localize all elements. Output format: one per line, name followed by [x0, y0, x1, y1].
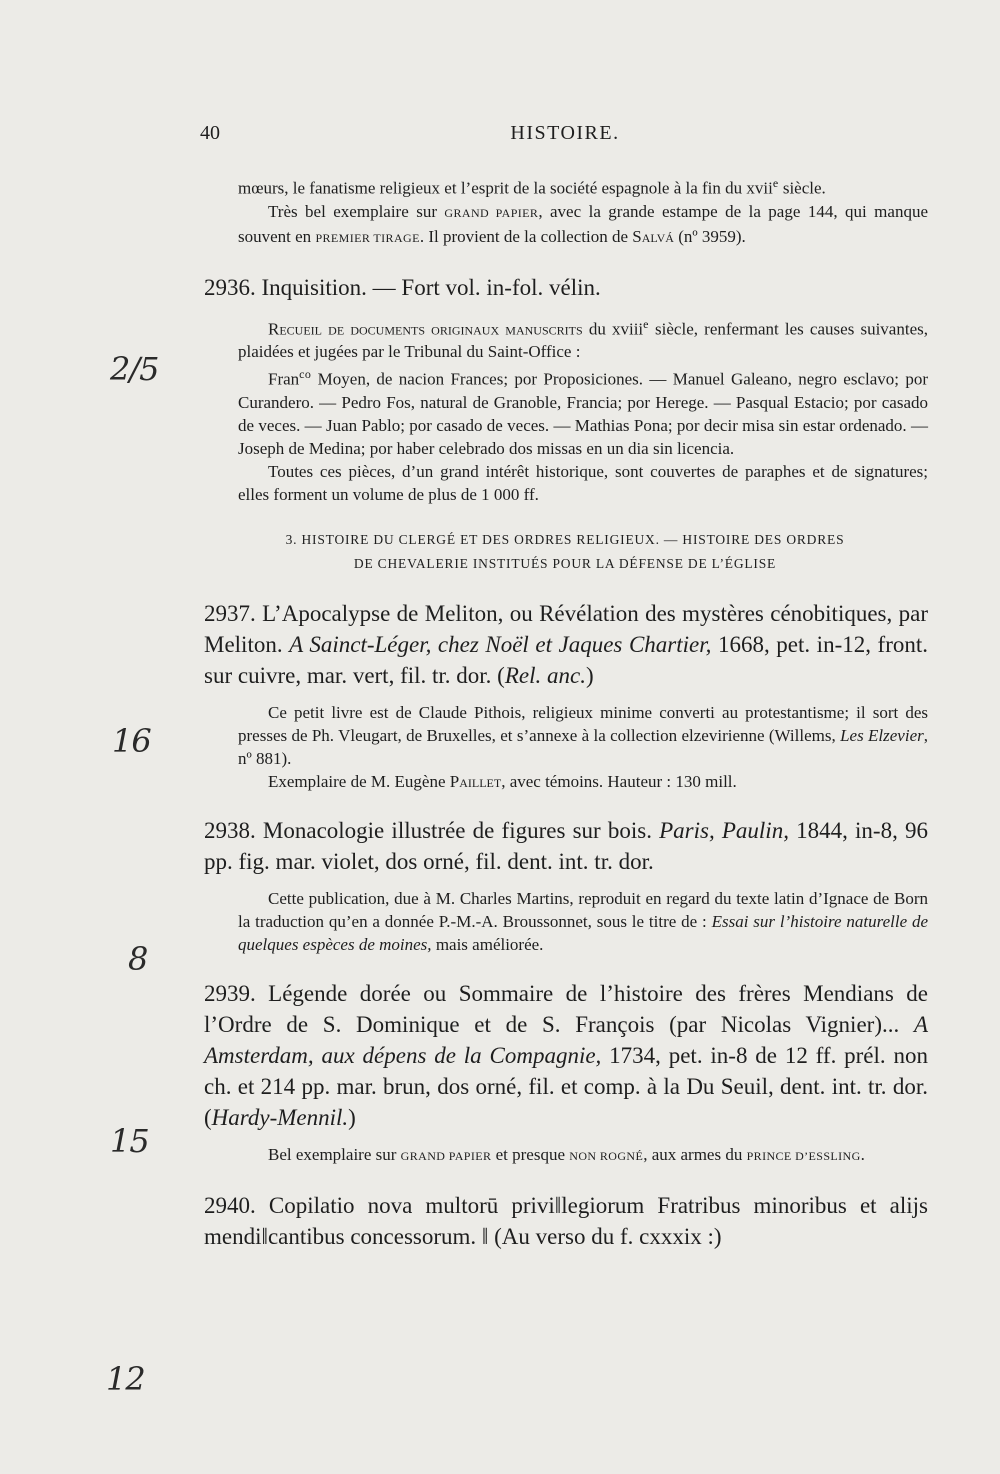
intro-note-collector: Salvá [632, 226, 674, 246]
entry-2939-text: Bel exemplaire sur [268, 1144, 401, 1164]
entry-2937-provenance: Paillet [449, 771, 502, 791]
entry-2939-text: . [860, 1144, 865, 1164]
intro-text: mœurs, le fanatisme religieux et l’esprit de la société espagnole à la fin du xvii [238, 178, 773, 198]
intro-note-text: , avec la grande estampe de la page 144, qui manque souvent en [238, 201, 928, 246]
entry-2939-text: et presque [491, 1144, 570, 1164]
entry-2939-provenance: PRINCE D’ESSLING [746, 1148, 861, 1163]
entry-2936-note: Toutes ces pièces, d’un grand intérêt historique, sont couvertes de paraphes et de signatures; elles forment un volume de plus de 1 000 ff. [238, 461, 928, 504]
entry-2937-title-text: 1668, pet. in-12, front. sur cuivre, mar. vert, fil. tr. dor. ( [204, 631, 928, 688]
entry-2938-text: mais améliorée. [431, 934, 544, 954]
entry-2939-title [204, 978, 928, 1133]
page-number: 40 [200, 122, 220, 144]
entry-2936-text: du xviii [582, 319, 644, 339]
entry-2940 [204, 1190, 928, 1252]
entry-2936-text: siècle, renfermant les causes suivantes, plaidées et jugées par le Tribunal du Saint-Office : [238, 319, 928, 362]
intro-superscript: e [772, 176, 779, 190]
entry-2936-cases [238, 363, 928, 460]
entry-2936-title: 2936. Inquisition. — Fort vol. in-fol. vélin. [204, 274, 601, 300]
entry-2938 [204, 815, 929, 956]
entry-2939-title-text: ) [348, 1104, 356, 1130]
section-heading-line-2: DE CHEVALERIE INSTITUÉS POUR LA DÉFENSE DE L’ÉGLISE [353, 555, 777, 571]
entry-2937-text: , nº 881). [238, 725, 928, 768]
entry-2937-note-text: Exemplaire de M. Eugène [268, 771, 450, 791]
entry-2938-title [204, 815, 928, 877]
entry-2938-title-text: 2938. Monacologie illustrée de figures sur bois. [204, 817, 660, 843]
entry-2937-title [204, 598, 928, 691]
intro-text-end: siècle. [778, 178, 826, 198]
entry-2936-cases-text: Moyen, de nacion Frances; por Proposiciones. — Manuel Galeano, negro esclavo; por Curandero. — Pedro Fos, natural de Granoble, Francia; por Herege. — Pasqual Estacio; por casado de veces. — Juan Pablo; por casado de veces. — Mathias Pona; por decir misa sin estar ordenado. — Joseph de Medina; por haber celebrado dos missas en un dia sin licencia. [238, 369, 928, 458]
entry-2939-smallcaps: NON ROGNÉ [569, 1148, 644, 1163]
intro-note [238, 200, 928, 250]
entry-2937-text: Ce petit livre est de Claude Pithois, religieux minime converti au protestantisme; il sort des presses de Ph. Vleugart, de Bruxelles, et s’annexe à la collection elzevirienne (Willems, [238, 702, 928, 745]
intro-continuation [238, 172, 928, 200]
entry-2939-title-text: 1734, pet. in-8 de 12 ff. prél. non ch. et 214 pp. mar. brun, dos orné, fil. et comp. à la Du Seuil, dent. int. tr. dor. ( [204, 1042, 928, 1130]
intro-note-smallcaps: GRAND PAPIER [444, 205, 539, 220]
handwritten-price-2938: 8 [128, 940, 148, 978]
entry-2936-cases-superscript: co [299, 367, 312, 382]
entry-2937-binding: Rel. anc. [504, 662, 586, 688]
handwritten-price-2940: 12 [106, 1360, 145, 1398]
entry-2939-text: , aux armes du [643, 1144, 747, 1164]
section-heading-line-1: 3. HISTOIRE DU CLERGÉ ET DES ORDRES RELIGIEUX. — HISTOIRE DES ORDRES [285, 531, 845, 547]
entry-2937-note-text: , avec témoins. Hauteur : 130 mill. [501, 771, 737, 791]
intro-note-smallcaps: PREMIER TIRAGE [315, 230, 420, 245]
handwritten-price-2936: 2/5 [110, 350, 159, 388]
handwritten-price-2939: 15 [110, 1122, 149, 1160]
entry-2937 [204, 598, 928, 793]
entry-2939-smallcaps: GRAND PAPIER [400, 1148, 492, 1163]
entry-2939-title-text: 2939. Légende dorée ou Sommaire de l’histoire des frères Mendians de l’Ordre de S. Dominique et de S. François (par Nicolas Vignier)... [204, 980, 928, 1037]
entry-2936 [204, 272, 928, 506]
entry-2937-description [238, 701, 928, 770]
section-heading-3 [238, 528, 928, 576]
entry-2937-note [238, 770, 928, 793]
entry-2938-citation: Essai sur l’histoire naturelle de quelques espèces de moines, [238, 911, 929, 954]
entry-2940-title: 2940. Copilatio nova multorū privi‖legiorum Fratribus minoribus et alijs mendi‖cantibus concessorum. ‖ (Au verso du f. cxxxix :) [204, 1192, 928, 1249]
entry-2937-title-text: ) [585, 662, 594, 688]
entry-2939-description [238, 1143, 928, 1168]
entry-2938-text: Cette publication, due à M. Charles Martins, reproduit en regard du texte latin d’Ignace de Born la traduction qu’en a donnée P.-M.-A. Broussonnet, sous le titre de : [238, 888, 928, 931]
entry-2937-imprint: A Sainct-Léger, chez Noël et Jaques Chartier, [289, 631, 712, 657]
intro-note-text: Très bel exemplaire sur [268, 201, 445, 221]
entry-2936-cases-text: Fran [268, 369, 300, 389]
entry-2938-title-text: 1844, in-8, 96 pp. fig. mar. violet, dos orné, fil. dent. int. tr. dor. [204, 817, 928, 874]
entry-2939-binding: Hardy-Mennil. [211, 1104, 349, 1130]
entry-2939-imprint: A Amsterdam, aux dépens de la Compagnie, [204, 1011, 928, 1068]
entry-2936-smallcaps: Recueil de documents originaux manuscrits [268, 319, 583, 339]
intro-note-text: (nº 3959). [673, 226, 746, 246]
intro-note-text: . Il provient de la collection de [419, 226, 633, 246]
page-header [200, 122, 930, 152]
entry-2938-description [238, 887, 928, 956]
entry-2938-imprint: Paris, Paulin, [659, 817, 789, 843]
page-body [204, 172, 929, 1252]
entry-2937-citation: Les Elzevier [840, 725, 924, 745]
entry-2939 [204, 978, 928, 1168]
entry-2936-description [238, 313, 928, 364]
entry-2937-title-text: 2937. L’Apocalypse de Meliton, ou Révélation des mystères cénobitiques, par Meliton. [204, 600, 928, 657]
entry-2936-superscript: e [643, 316, 649, 331]
running-title: HISTOIRE. [510, 122, 620, 144]
handwritten-price-2937: 16 [112, 722, 151, 760]
